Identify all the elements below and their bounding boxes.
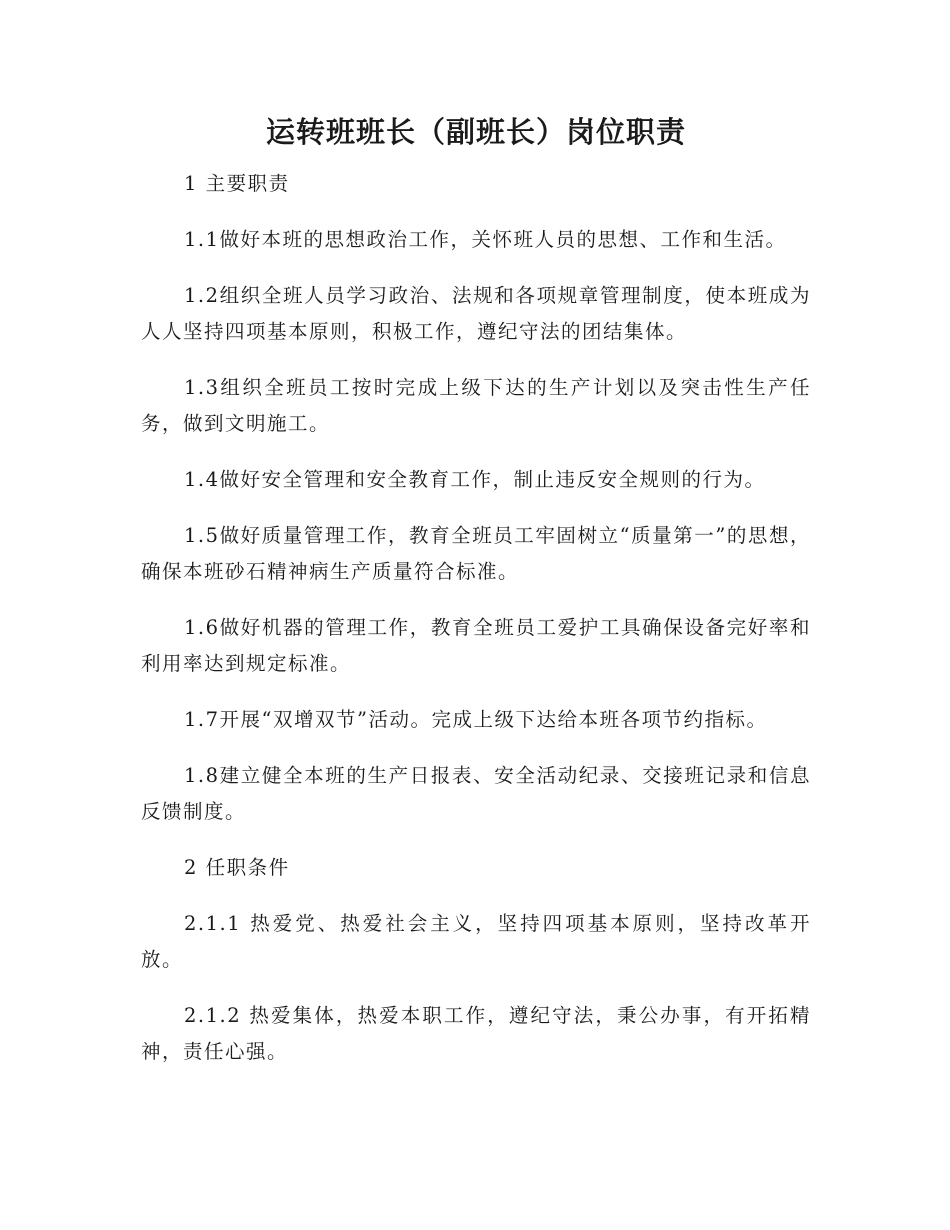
paragraph-1-7: 1.7开展“双增双节”活动。完成上级下达给本班各项节约指标。 — [184, 708, 768, 731]
paragraph-1-3: 1.3组织全班员工按时完成上级下达的生产计划以及突击性生产任务，做到文明施工。 — [141, 376, 811, 435]
paragraph-1-1: 1.1做好本班的思想政治工作，关怀班人员的思想、工作和生活。 — [184, 228, 787, 251]
paragraph-2-1-1: 2.1.1 热爱党、热爱社会主义，坚持四项基本原则，坚持改革开放。 — [141, 912, 811, 971]
paragraph-1-8: 1.8建立健全本班的生产日报表、安全活动纪录、交接班记录和信息反馈制度。 — [141, 764, 811, 823]
document-title: 运转班班长（副班长）岗位职责 — [265, 115, 686, 149]
paragraph-1-6: 1.6做好机器的管理工作，教育全班员工爱护工具确保设备完好率和利用率达到规定标准。 — [141, 616, 811, 675]
document-body — [141, 166, 811, 1090]
paragraph-1-2: 1.2组织全班人员学习政治、法规和各项规章管理制度，使本班成为人人坚持四项基本原则，积极工作，遵纪守法的团结集体。 — [141, 284, 811, 343]
paragraph-1-5: 1.5做好质量管理工作，教育全班员工牢固树立“质量第一”的思想，确保本班砂石精神病生产质量符合标准。 — [141, 524, 811, 583]
paragraph-1-4: 1.4做好安全管理和安全教育工作，制止违反安全规则的行为。 — [184, 468, 766, 491]
paragraph-2-1-2: 2.1.2 热爱集体，热爱本职工作，遵纪守法，秉公办事，有开拓精神，责任心强。 — [141, 1004, 811, 1063]
section-heading-duties: 1 主要职责 — [184, 172, 290, 195]
section-heading-qualifications: 2 任职条件 — [184, 856, 290, 879]
